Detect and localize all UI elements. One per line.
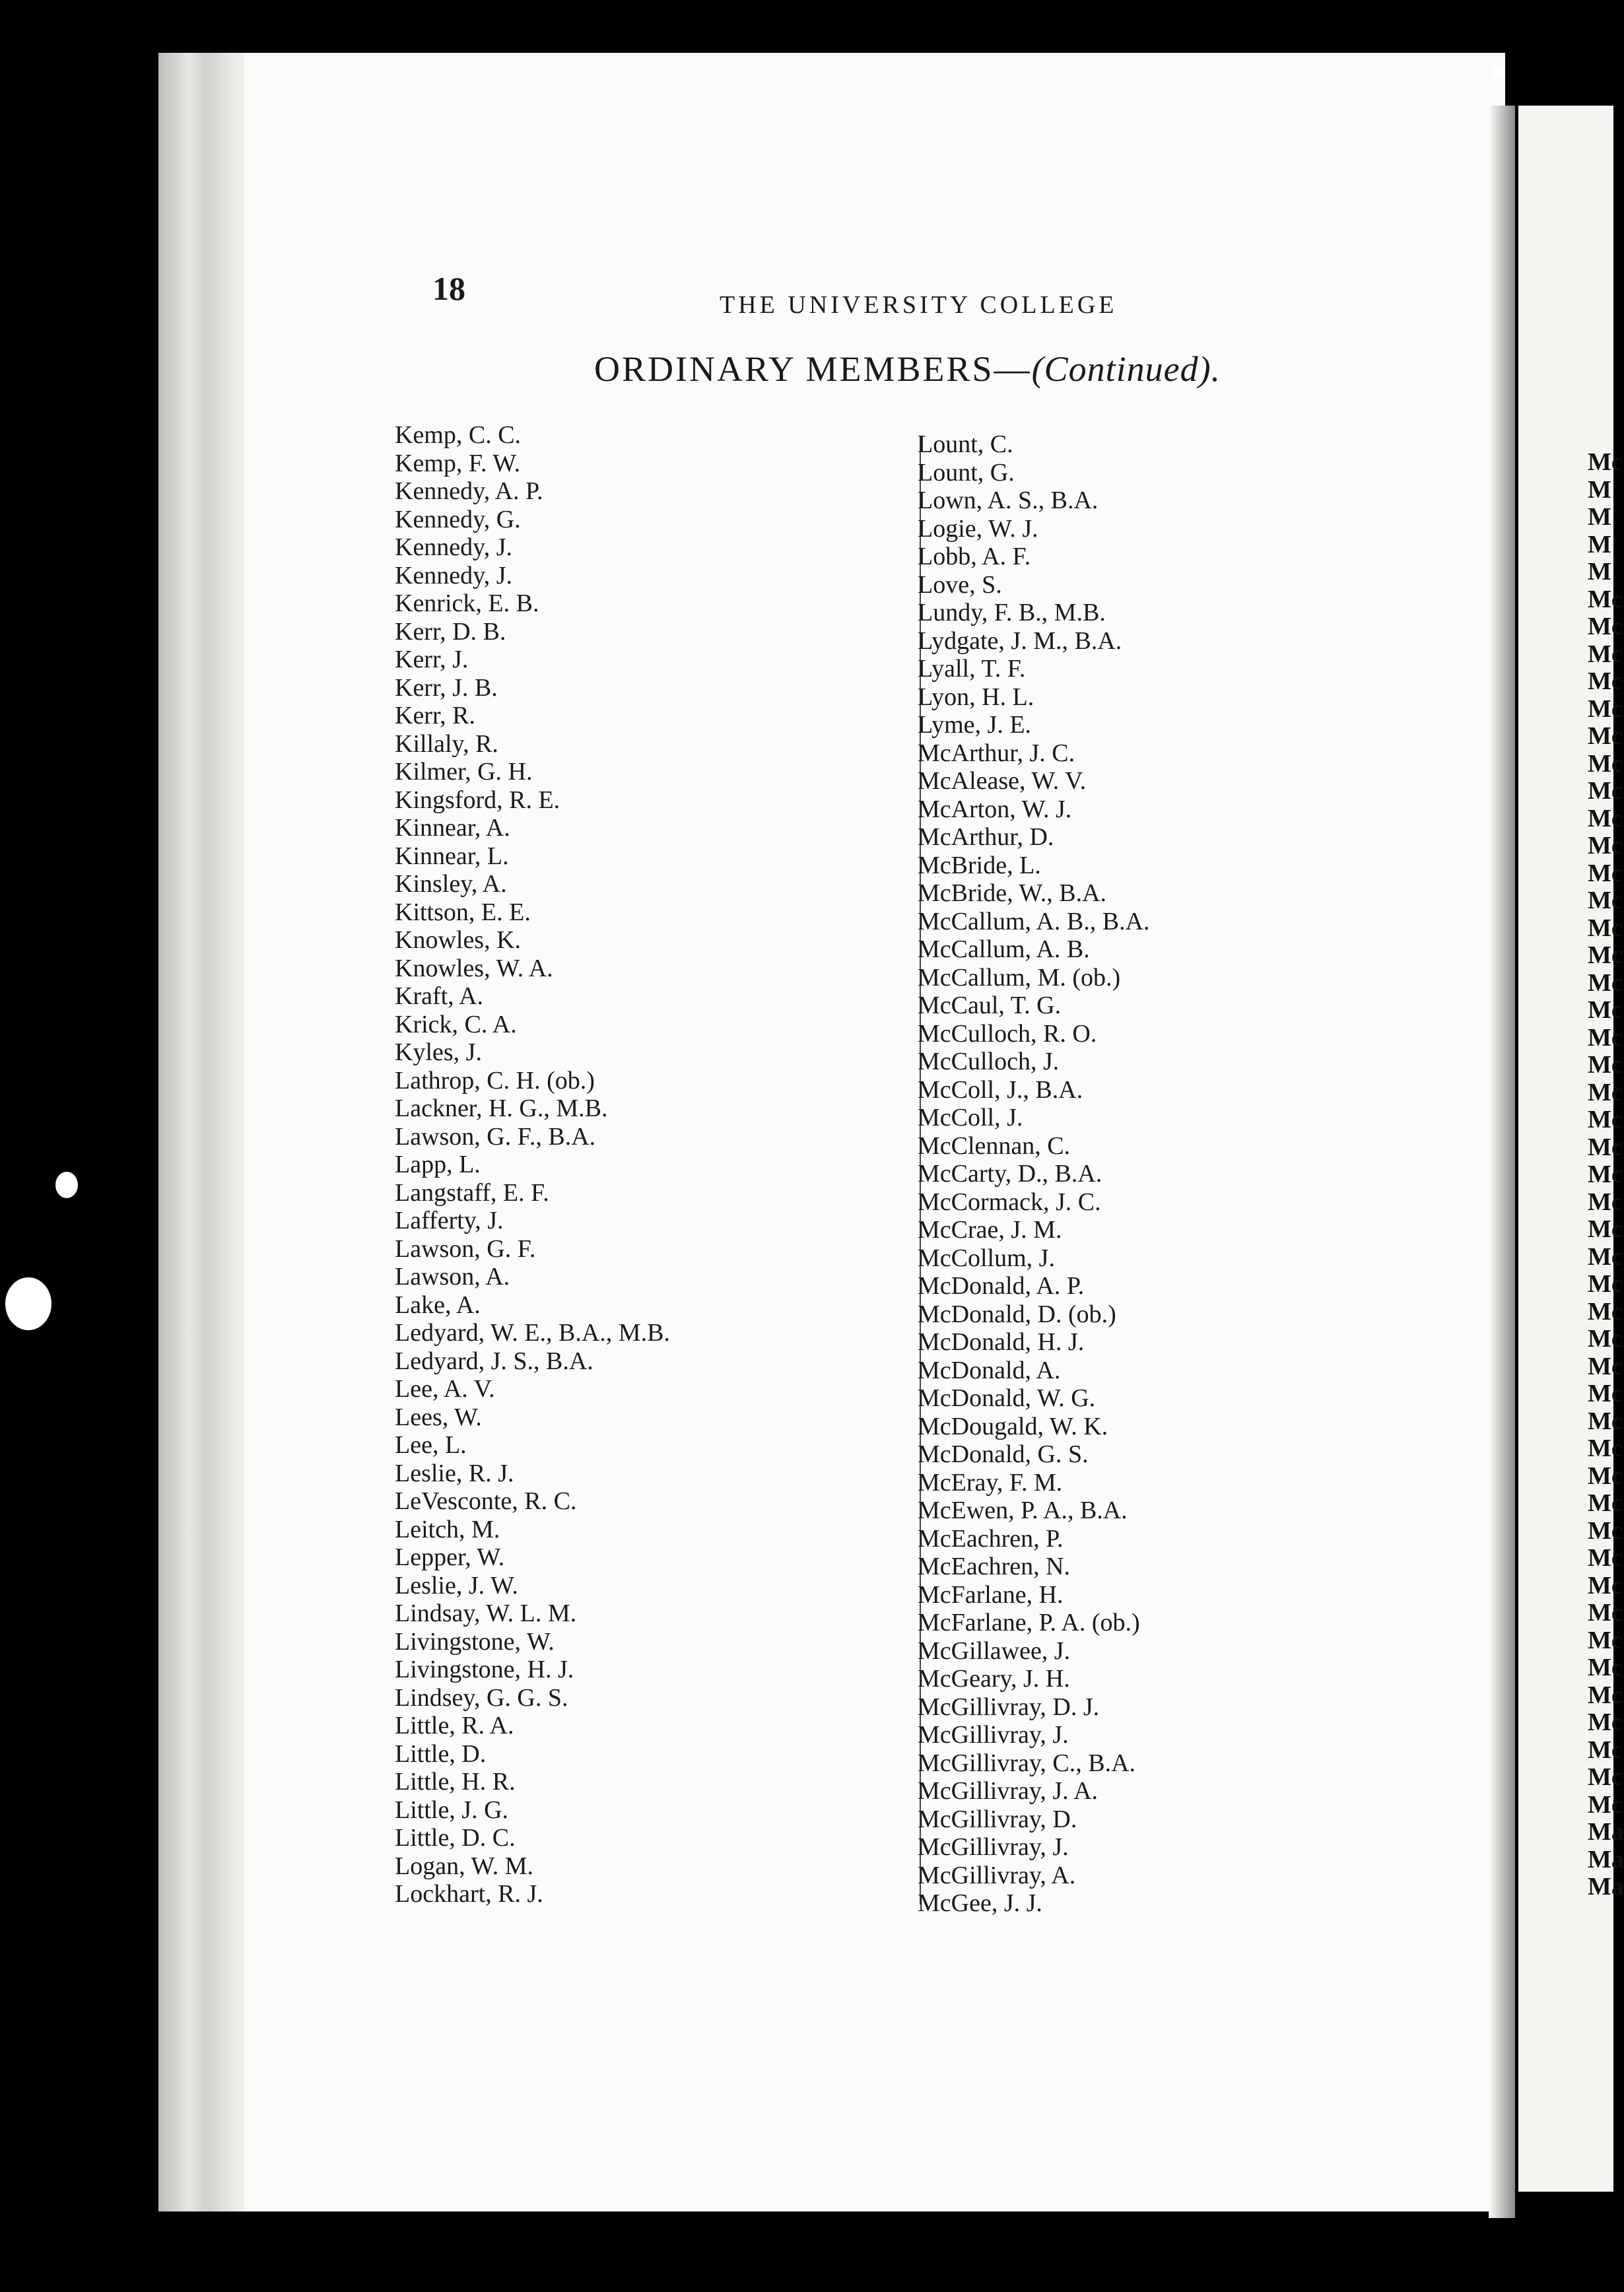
member-entry: McColl, J., B.A. [918, 1075, 1083, 1104]
member-entry: McCulloch, R. O. [918, 1019, 1097, 1048]
right-member-column [918, 430, 1393, 1918]
facing-page-fragment: Mc [1588, 1242, 1623, 1271]
member-entry: McDonald, W. G. [918, 1384, 1096, 1412]
member-entry: McEwen, P. A., B.A. [918, 1497, 1128, 1524]
member-entry: Kilmer, G. H. [395, 758, 533, 786]
facing-page-fragment: Mc [1588, 749, 1623, 778]
facing-page-fragment: Ma [1588, 1818, 1624, 1846]
member-entry: Lepper, W. [395, 1543, 505, 1571]
member-entry: Kerr, D. B. [395, 617, 506, 646]
member-entry: Kerr, J. B. [395, 673, 498, 702]
facing-page-fragment: Mc [1588, 1599, 1623, 1627]
facing-page-fragment: Mc [1588, 613, 1623, 640]
member-entry: McCaul, T. G. [918, 992, 1062, 1019]
member-entry: Lount, G. [918, 458, 1015, 487]
member-entry: Lee, L. [395, 1431, 467, 1459]
member-entry: McGillivray, C., B.A. [918, 1749, 1136, 1777]
member-entry: Leslie, J. W. [395, 1571, 518, 1600]
member-entry: Kingsford, R. E. [395, 786, 560, 814]
facing-page-fragment: Mc [1588, 804, 1623, 832]
facing-page-fragment: Ma [1588, 1873, 1624, 1901]
member-entry: Killaly, R. [395, 729, 498, 758]
member-entry: Leslie, R. J. [395, 1459, 514, 1487]
facing-page-fragment: M [1588, 530, 1611, 558]
facing-page-fragment: Mc [1588, 1133, 1623, 1161]
member-entry: McEachren, P. [918, 1524, 1064, 1553]
member-entry: Lockhart, R. J. [395, 1880, 543, 1908]
member-entry: Love, S. [918, 570, 1002, 599]
member-entry: Lawson, G. F. [395, 1234, 536, 1263]
member-entry: Lindsay, W. L. M. [395, 1600, 577, 1627]
facing-page-fragment: Mc [1588, 859, 1623, 887]
member-entry: Kemp, C. C. [395, 421, 522, 449]
member-entry: McGillivray, J. [918, 1833, 1069, 1861]
member-entry: McCallum, A. B., B.A. [918, 907, 1150, 935]
facing-page-fragment: Mc [1588, 1681, 1623, 1709]
member-entry: Livingstone, H. J. [395, 1656, 574, 1683]
page-number: 18 [432, 270, 465, 307]
facing-page-fragment: Mc [1588, 694, 1623, 723]
member-entry: McGillivray, D. [918, 1805, 1077, 1833]
member-entry: McArton, W. J. [918, 795, 1072, 823]
facing-page-fragment: M [1588, 503, 1611, 531]
member-entry: Kemp, F. W. [395, 449, 521, 477]
facing-page-fragment: Mc [1588, 448, 1623, 476]
member-entry: McGee, J. J. [918, 1889, 1042, 1917]
member-entry: Little, H. R. [395, 1768, 516, 1796]
member-entry: Lawson, A. [395, 1263, 510, 1291]
facing-page-fragment: Mc [1588, 1023, 1623, 1052]
member-entry: McDougald, W. K. [918, 1412, 1108, 1440]
facing-page-fragment: Mc [1588, 777, 1623, 805]
page-stack-edge [158, 53, 244, 2211]
section-title: ORDINARY MEMBERS— [594, 349, 1032, 389]
facing-page-fragment: Mc [1588, 1489, 1623, 1517]
facing-page-fragment: Mc [1588, 1544, 1623, 1572]
facing-page-fragment: Mc [1588, 1270, 1623, 1298]
facing-page-fragment: Mc [1588, 722, 1623, 750]
facing-page-fragment: Mc [1588, 1161, 1623, 1188]
member-entry: Kennedy, J. [395, 561, 512, 590]
facing-page-fragment: Mc [1588, 1352, 1623, 1380]
facing-page-fragment: M [1588, 558, 1611, 586]
member-entry: McColl, J. [918, 1104, 1023, 1131]
member-entry: Lundy, F. B., M.B. [918, 599, 1106, 626]
member-entry: McDonald, A. [918, 1356, 1061, 1384]
running-head: THE UNIVERSITY COLLEGE [720, 291, 1118, 319]
facing-page-fragment: Mc [1588, 1106, 1623, 1133]
member-entry: Kenrick, E. B. [395, 590, 539, 617]
member-entry: Lawson, G. F., B.A. [395, 1122, 596, 1151]
member-entry: Leitch, M. [395, 1515, 500, 1543]
member-entry: Kraft, A. [395, 982, 484, 1010]
member-entry: Kittson, E. E. [395, 898, 531, 926]
scan-speck [55, 1172, 78, 1198]
facing-page-fragment: Mc [1588, 1736, 1623, 1764]
facing-page-fragment: Mc [1588, 1215, 1623, 1243]
left-member-column [395, 421, 870, 1908]
facing-page-fragment: Mc [1588, 1297, 1623, 1326]
facing-page-fragment: Mc [1588, 1516, 1623, 1545]
member-entry: Lown, A. S., B.A. [918, 487, 1099, 514]
member-entry: Kerr, R. [395, 702, 475, 729]
member-entry: McCormack, J. C. [918, 1188, 1101, 1216]
member-entry: Knowles, W. A. [395, 954, 553, 982]
member-entry: Logan, W. M. [395, 1852, 534, 1880]
member-entry: McDonald, D. (ob.) [918, 1300, 1116, 1328]
member-entry: Lafferty, J. [395, 1207, 504, 1234]
member-entry: Little, R. A. [395, 1712, 514, 1739]
facing-page-fragment: Mc [1588, 832, 1623, 860]
member-entry: McFarlane, H. [918, 1580, 1064, 1609]
section-heading [594, 349, 1221, 389]
member-entry: Lyall, T. F. [918, 655, 1026, 683]
facing-page-fragment: Mc [1588, 887, 1623, 914]
member-entry: McCulloch, J. [918, 1048, 1060, 1075]
member-entry: Kennedy, G. [395, 505, 521, 533]
facing-page-fragment: Ma [1588, 1845, 1624, 1873]
facing-page-fragment: Mc [1588, 1790, 1623, 1819]
facing-page-fragment: Mc [1588, 1078, 1623, 1106]
member-entry: Kinnear, L. [395, 842, 509, 870]
facing-page-fragment: Mc [1588, 1626, 1623, 1654]
member-entry: McDonald, G. S. [918, 1440, 1089, 1468]
member-entry: Lees, W. [395, 1403, 482, 1431]
member-entry: Kyles, J. [395, 1038, 482, 1066]
member-entry: McEray, F. M. [918, 1468, 1063, 1497]
member-entry: McGillawee, J. [918, 1636, 1071, 1665]
facing-page-fragment: Mc [1588, 1407, 1623, 1435]
member-entry: Little, J. G. [395, 1796, 509, 1824]
member-entry: McDonald, A. P. [918, 1272, 1085, 1300]
member-entry: Kerr, J. [395, 646, 469, 673]
member-entry: McGillivray, D. J. [918, 1693, 1100, 1721]
facing-page-fragment: Mc [1588, 1462, 1623, 1490]
facing-page-fragment: Mc [1588, 1188, 1623, 1216]
facing-page-fragment: Mc [1588, 914, 1623, 942]
facing-page-fragment: Mc [1588, 996, 1623, 1024]
member-entry: Lindsey, G. G. S. [395, 1683, 568, 1712]
facing-page-fragment: Mc [1588, 1654, 1623, 1681]
facing-page-fragment: Mc [1588, 1708, 1623, 1736]
member-entry: McClennan, C. [918, 1131, 1071, 1160]
facing-page-fragment: Mc [1588, 1571, 1623, 1600]
member-entry: McGeary, J. H. [918, 1665, 1070, 1693]
member-entry: Lydgate, J. M., B.A. [918, 626, 1122, 655]
member-entry: McGillivray, J. [918, 1721, 1069, 1749]
member-entry: Livingstone, W. [395, 1627, 555, 1656]
scan-speck [1493, 65, 1504, 79]
member-entry: Ledyard, J. S., B.A. [395, 1347, 593, 1375]
member-entry: Knowles, K. [395, 926, 522, 954]
member-entry: McBride, L. [918, 851, 1041, 879]
member-entry: McArthur, D. [918, 823, 1054, 851]
member-entry: Kinnear, A. [395, 814, 510, 842]
member-entry: McFarlane, P. A. (ob.) [918, 1609, 1140, 1636]
member-entry: McCrae, J. M. [918, 1216, 1062, 1244]
member-entry: LeVesconte, R. C. [395, 1487, 577, 1515]
facing-page-fragment: M [1588, 475, 1611, 504]
facing-page-fragment: Mc [1588, 1763, 1623, 1791]
member-entry: Little, D. [395, 1739, 487, 1768]
member-entry: Kennedy, A. P. [395, 477, 543, 505]
member-entry: Kinsley, A. [395, 870, 507, 898]
member-entry: Lobb, A. F. [918, 543, 1031, 570]
facing-page-fragment: Mc [1588, 585, 1623, 613]
member-entry: Kennedy, J. [395, 533, 512, 561]
member-entry: McEachren, N. [918, 1553, 1071, 1580]
facing-page-fragment: Mc [1588, 941, 1623, 969]
section-continued: (Continued). [1031, 349, 1221, 389]
member-entry: McGillivray, J. A. [918, 1777, 1099, 1805]
facing-page-fragment: Mc [1588, 1325, 1623, 1353]
member-entry: Lyon, H. L. [918, 683, 1034, 711]
member-entry: Logie, W. J. [918, 514, 1038, 543]
member-entry: Lyme, J. E. [918, 711, 1032, 739]
member-entry: McCarty, D., B.A. [918, 1160, 1102, 1188]
member-entry: Lackner, H. G., M.B. [395, 1095, 608, 1122]
member-entry: McCallum, A. B. [918, 935, 1090, 963]
member-entry: McDonald, H. J. [918, 1328, 1085, 1356]
member-entry: Ledyard, W. E., B.A., M.B. [395, 1319, 670, 1347]
facing-page-fragment: Mc [1588, 640, 1623, 668]
member-entry: Lee, A. V. [395, 1375, 495, 1403]
member-entry: McGillivray, A. [918, 1861, 1076, 1889]
member-entry: Lake, A. [395, 1291, 481, 1319]
facing-page-text [1588, 449, 1624, 1901]
gutter-shadow [1489, 106, 1515, 2218]
member-entry: McAlease, W. V. [918, 767, 1087, 795]
member-entry: McCollum, J. [918, 1244, 1055, 1272]
member-entry: Krick, C. A. [395, 1010, 517, 1038]
member-entry: Little, D. C. [395, 1824, 516, 1852]
facing-page-fragment: Mc [1588, 1380, 1623, 1407]
member-entry: McArthur, J. C. [918, 739, 1075, 767]
member-entry: McBride, W., B.A. [918, 879, 1107, 907]
facing-page-fragment: Mc [1588, 667, 1623, 695]
member-entry: Lapp, L. [395, 1151, 481, 1178]
member-entry: Langstaff, E. F. [395, 1178, 549, 1207]
member-entry: Lount, C. [918, 430, 1013, 458]
facing-page-fragment: Mc [1588, 1434, 1623, 1462]
facing-page-fragment: Mc [1588, 968, 1623, 997]
member-entry: Lathrop, C. H. (ob.) [395, 1066, 595, 1095]
member-entry: McCallum, M. (ob.) [918, 963, 1121, 992]
scan-speck [5, 1277, 51, 1330]
facing-page-fragment: Mc [1588, 1051, 1623, 1079]
